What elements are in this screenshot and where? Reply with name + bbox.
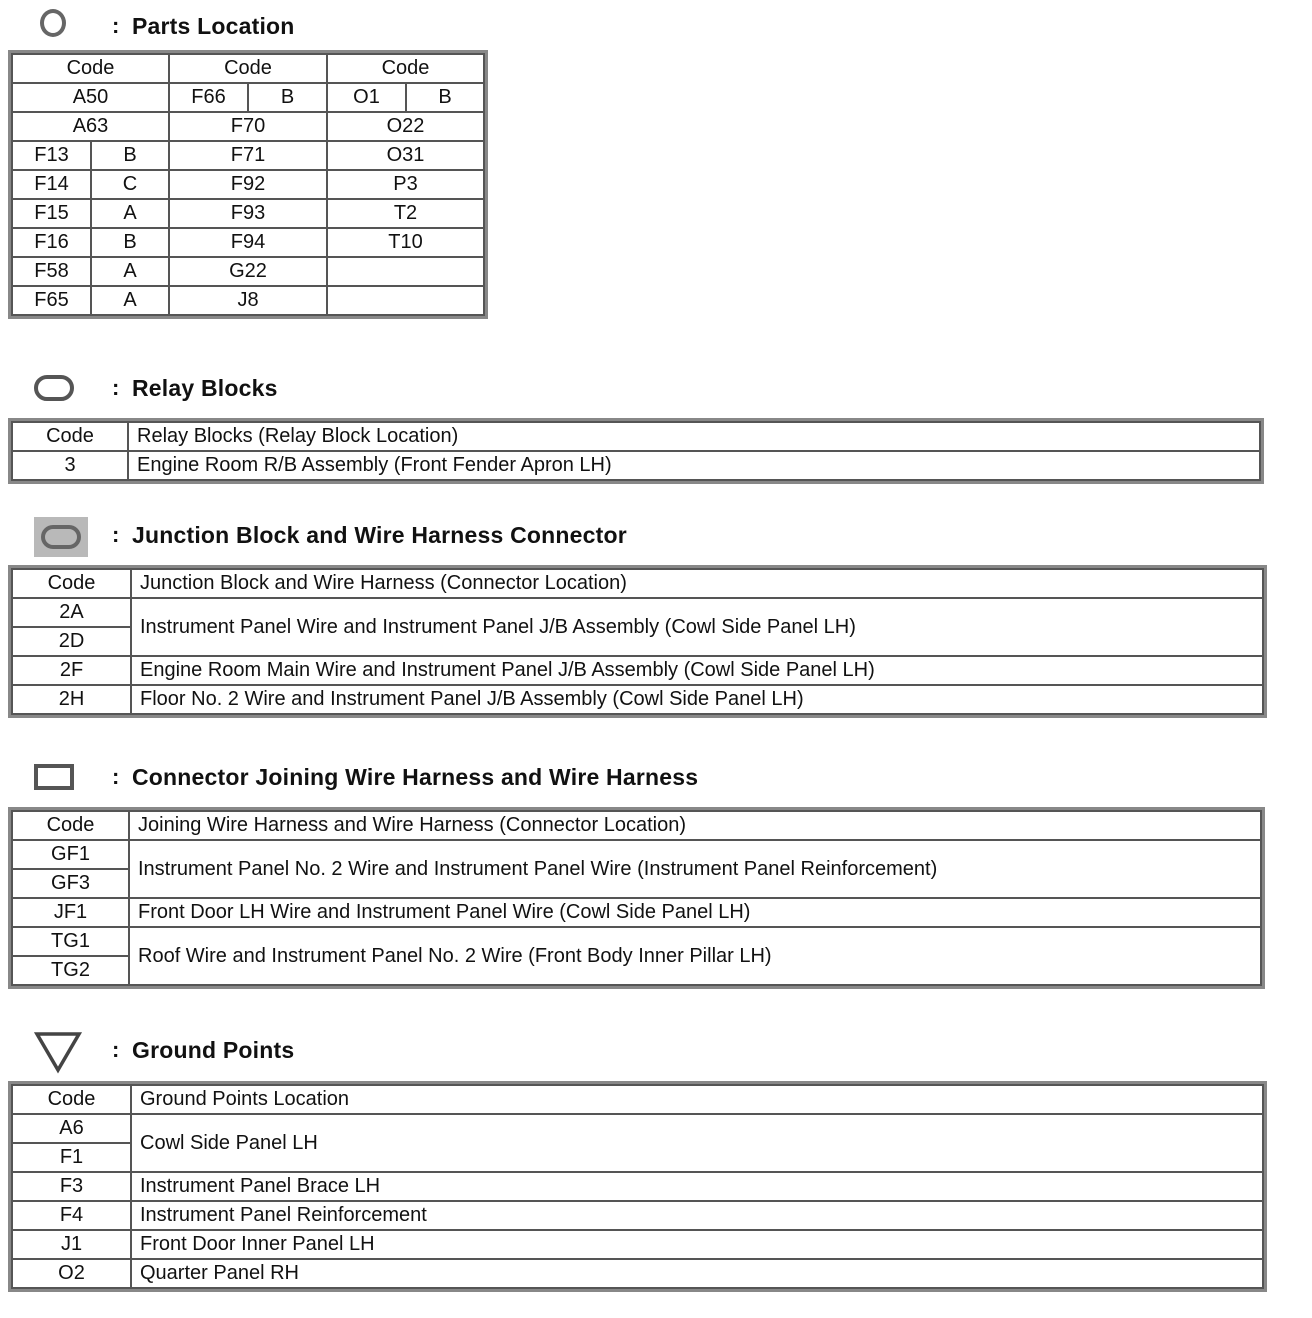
code-cell: GF3	[12, 869, 129, 898]
table-header-row	[12, 1085, 1263, 1114]
junction-block-table	[11, 568, 1264, 715]
code-cell: TG1	[12, 927, 129, 956]
section-title: Junction Block and Wire Harness Connector	[132, 521, 627, 548]
part-code: O1	[327, 83, 406, 112]
part-code: F14	[12, 170, 91, 199]
location-description: Floor No. 2 Wire and Instrument Panel J/B Assembly (Cowl Side Panel LH)	[131, 685, 1263, 714]
column-header-description: Joining Wire Harness and Wire Harness (Connector Location)	[129, 811, 1261, 840]
part-subcode: B	[406, 83, 484, 112]
part-code: F16	[12, 228, 91, 257]
table-header-row	[12, 422, 1260, 451]
location-description: Front Door LH Wire and Instrument Panel Wire (Cowl Side Panel LH)	[129, 898, 1261, 927]
column-header: Code	[12, 54, 169, 83]
rectangle-icon	[34, 757, 96, 797]
table-header-row	[12, 811, 1261, 840]
table-row	[12, 286, 484, 315]
part-code: P3	[327, 170, 484, 199]
code-cell: F3	[12, 1172, 131, 1201]
code-cell: J1	[12, 1230, 131, 1259]
shaded-oval-icon	[34, 515, 96, 555]
heading-colon: :	[112, 764, 120, 789]
part-code: F66	[169, 83, 248, 112]
part-code: T2	[327, 199, 484, 228]
table-row	[12, 898, 1261, 927]
table-row	[12, 840, 1261, 869]
table-row	[12, 1114, 1263, 1143]
part-code: F71	[169, 141, 327, 170]
part-code: F58	[12, 257, 91, 286]
part-code: F70	[169, 112, 327, 141]
empty-cell	[327, 257, 484, 286]
section-title: Connector Joining Wire Harness and Wire Harness	[132, 763, 699, 790]
oval-icon	[34, 368, 96, 408]
table-row	[12, 1230, 1263, 1259]
location-description: Instrument Panel Wire and Instrument Panel J/B Assembly (Cowl Side Panel LH)	[131, 598, 1263, 656]
part-code: A63	[12, 112, 169, 141]
ground-points-table	[11, 1084, 1264, 1289]
table-row	[12, 83, 484, 112]
part-code: O31	[327, 141, 484, 170]
code-cell: F1	[12, 1143, 131, 1172]
part-code: T10	[327, 228, 484, 257]
column-header-code: Code	[12, 422, 128, 451]
location-description: Front Door Inner Panel LH	[131, 1230, 1263, 1259]
table-row	[12, 1201, 1263, 1230]
column-header: Code	[169, 54, 327, 83]
code-cell: 2D	[12, 627, 131, 656]
section-title: Relay Blocks	[132, 374, 278, 401]
column-header-description: Junction Block and Wire Harness (Connector Location)	[131, 569, 1263, 598]
table-header-row	[12, 569, 1263, 598]
part-subcode: A	[91, 257, 169, 286]
ground-points-heading	[34, 1030, 294, 1070]
table-row	[12, 656, 1263, 685]
code-cell: 2F	[12, 656, 131, 685]
part-code: O22	[327, 112, 484, 141]
connector-joining-heading	[34, 757, 698, 797]
location-description: Roof Wire and Instrument Panel No. 2 Wire (Front Body Inner Pillar LH)	[129, 927, 1261, 985]
circle-icon	[34, 6, 96, 46]
column-header-code: Code	[12, 569, 131, 598]
section-title: Ground Points	[132, 1036, 295, 1063]
location-description: Engine Room R/B Assembly (Front Fender Apron LH)	[128, 451, 1260, 480]
part-subcode: B	[248, 83, 327, 112]
column-header-code: Code	[12, 811, 129, 840]
location-description: Quarter Panel RH	[131, 1259, 1263, 1288]
table-row	[12, 257, 484, 286]
part-code: J8	[169, 286, 327, 315]
part-code: F92	[169, 170, 327, 199]
part-code: F15	[12, 199, 91, 228]
location-description: Instrument Panel Brace LH	[131, 1172, 1263, 1201]
heading-colon: :	[112, 13, 120, 38]
relay-blocks-heading	[34, 368, 278, 408]
part-code: A50	[12, 83, 169, 112]
part-code: F93	[169, 199, 327, 228]
location-description: Instrument Panel No. 2 Wire and Instrument Panel Wire (Instrument Panel Reinforcement)	[129, 840, 1261, 898]
location-description: Instrument Panel Reinforcement	[131, 1201, 1263, 1230]
heading-colon: :	[112, 375, 120, 400]
table-row	[12, 141, 484, 170]
column-header: Code	[327, 54, 484, 83]
table-row	[12, 112, 484, 141]
table-row	[12, 199, 484, 228]
table-header-row	[12, 54, 484, 83]
part-code: F65	[12, 286, 91, 315]
code-cell: 2H	[12, 685, 131, 714]
code-cell: F4	[12, 1201, 131, 1230]
triangle-down-icon	[34, 1030, 96, 1070]
part-subcode: A	[91, 199, 169, 228]
table-row	[12, 685, 1263, 714]
junction-block-heading	[34, 515, 627, 555]
part-code: G22	[169, 257, 327, 286]
empty-cell	[327, 286, 484, 315]
table-row	[12, 451, 1260, 480]
part-subcode: B	[91, 228, 169, 257]
heading-colon: :	[112, 1037, 120, 1062]
code-cell: O2	[12, 1259, 131, 1288]
table-row	[12, 598, 1263, 627]
table-row	[12, 927, 1261, 956]
relay-blocks-table	[11, 421, 1261, 481]
parts-location-table	[11, 53, 485, 316]
part-subcode: B	[91, 141, 169, 170]
code-cell: A6	[12, 1114, 131, 1143]
section-title: Parts Location	[132, 12, 295, 39]
heading-colon: :	[112, 522, 120, 547]
part-code: F13	[12, 141, 91, 170]
part-subcode: C	[91, 170, 169, 199]
code-cell: GF1	[12, 840, 129, 869]
table-row	[12, 170, 484, 199]
parts-location-heading	[34, 6, 295, 46]
code-cell: 2A	[12, 598, 131, 627]
location-description: Engine Room Main Wire and Instrument Panel J/B Assembly (Cowl Side Panel LH)	[131, 656, 1263, 685]
column-header-description: Ground Points Location	[131, 1085, 1263, 1114]
code-cell: 3	[12, 451, 128, 480]
code-cell: JF1	[12, 898, 129, 927]
connector-joining-table	[11, 810, 1262, 986]
part-subcode: A	[91, 286, 169, 315]
table-row	[12, 228, 484, 257]
column-header-description: Relay Blocks (Relay Block Location)	[128, 422, 1260, 451]
location-description: Cowl Side Panel LH	[131, 1114, 1263, 1172]
table-row	[12, 1259, 1263, 1288]
part-code: F94	[169, 228, 327, 257]
code-cell: TG2	[12, 956, 129, 985]
table-row	[12, 1172, 1263, 1201]
column-header-code: Code	[12, 1085, 131, 1114]
